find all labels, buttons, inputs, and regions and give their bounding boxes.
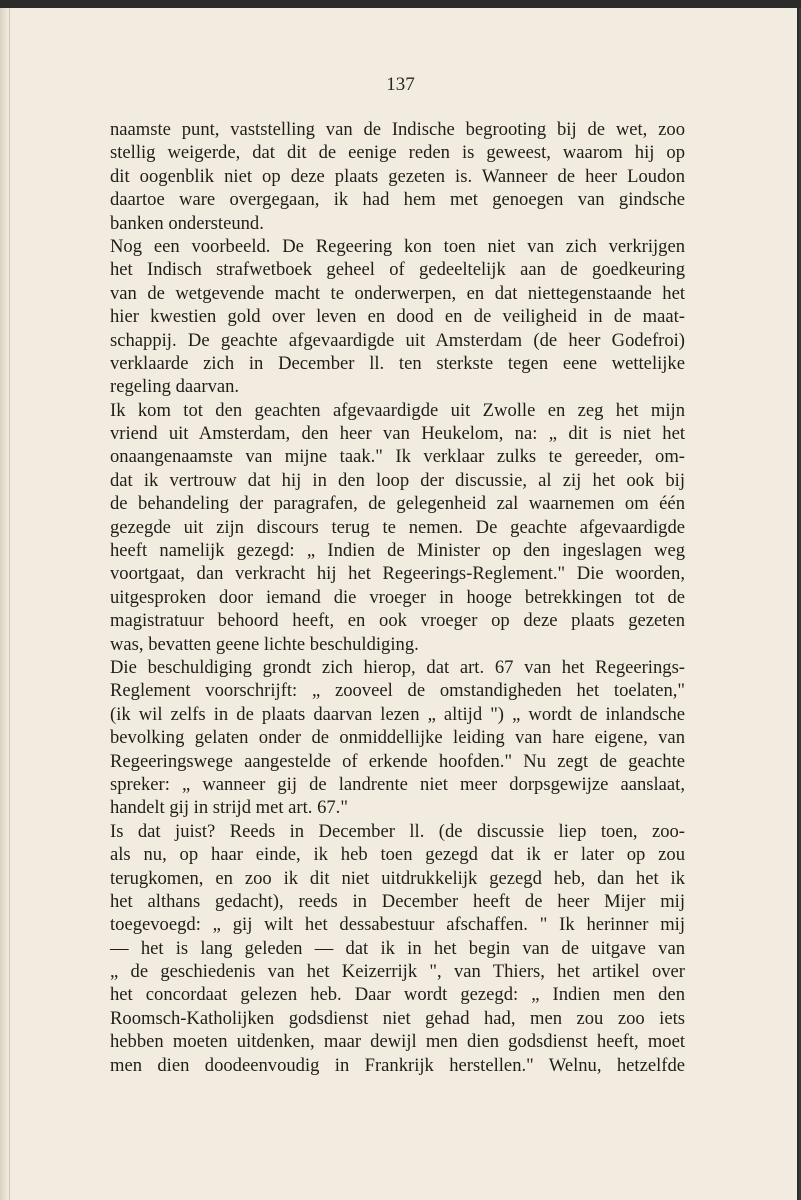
text-line: Regeeringswege aangestelde of erkende hoofden." Nu zegt de geachte — [110, 750, 685, 772]
text-line: toegevoegd: „ gij wilt het dessabestuur afschaffen. " Ik herinner mij — [110, 914, 685, 936]
text-line: — het is lang geleden — dat ik in het begin van de uitgave van — [110, 937, 685, 959]
text-line: Roomsch-Katholijken godsdienst niet gehad had, men zou zoo iets — [110, 1007, 685, 1029]
text-line: van de wetgevende macht te onderwerpen, en dat niettegenstaande het — [110, 282, 685, 304]
text-line: dat ik vertrouw dat hij in den loop der discussie, al zij het ook bij — [110, 469, 685, 491]
text-line: Die beschuldiging grondt zich hierop, dat art. 67 van het Regeerings- — [110, 656, 685, 678]
text-line: spreker: „ wanneer gij de landrente niet meer dorpsgewijze aanslaat, — [110, 773, 685, 795]
text-line: voortgaat, dan verkracht hij het Regeerings-Reglement." Die woorden, — [110, 563, 685, 585]
text-line: regeling daarvan. — [110, 376, 240, 398]
text-line: Ik kom tot den geachten afgevaardigde uit Zwolle en zeg het mijn — [110, 399, 685, 421]
text-line: het concordaat gelezen heb. Daar wordt gezegd: „ Indien men den — [110, 984, 685, 1006]
text-line: heeft namelijk gezegd: „ Indien de Minister op den ingeslagen weg — [110, 540, 685, 562]
text-line: Is dat juist? Reeds in December ll. (de discussie liep toen, zoo- — [110, 820, 685, 842]
text-line: Reglement voorschrijft: „ zooveel de omstandigheden het toelaten," — [110, 680, 685, 702]
text-line: handelt gij in strijd met art. 67." — [110, 797, 348, 819]
scan-right-border — [797, 0, 799, 1200]
text-line: verklaarde zich in December ll. ten sterkste tegen eene wettelijke — [110, 352, 685, 374]
scan-top-border — [0, 0, 801, 8]
text-line: vriend uit Amsterdam, den heer van Heukelom, na: „ dit is niet het — [110, 423, 685, 445]
page-binding-edge — [0, 8, 10, 1200]
text-line: dit oogenblik niet op deze plaats gezeten is. Wanneer de heer Loudon — [110, 165, 685, 187]
body-text — [110, 118, 685, 1077]
text-line: gezegde uit zijn discours terug te nemen. De geachte afgevaardigde — [110, 516, 685, 538]
text-line: als nu, op haar einde, ik heb toen gezegd dat ik er later op zou — [110, 844, 685, 866]
text-line: men dien doodeenvoudig in Frankrijk herstellen." Welnu, hetzelfde — [110, 1054, 685, 1076]
text-line: was, bevatten geene lichte beschuldiging. — [110, 633, 419, 655]
text-line: de behandeling der paragrafen, de gelegenheid zal waarnemen om één — [110, 493, 685, 515]
page-number: 137 — [386, 74, 415, 95]
text-line: banken ondersteund. — [110, 212, 264, 234]
text-line: (ik wil zelfs in de plaats daarvan lezen „ altijd ") „ wordt de inlandsche — [110, 703, 685, 725]
text-line: schappij. De geachte afgevaardigde uit Amsterdam (de heer Godefroi) — [110, 329, 685, 351]
text-line: bevolking gelaten onder de onmiddellijke leiding van hare eigene, van — [110, 727, 685, 749]
text-line: onaangenaamste van mijne taak." Ik verklaar zulks te gereeder, om- — [110, 446, 685, 468]
text-line: Nog een voorbeeld. De Regeering kon toen niet van zich verkrijgen — [110, 235, 685, 257]
text-line: hebben moeten uitdenken, maar dewijl men dien godsdienst heeft, moet — [110, 1031, 685, 1053]
text-line: het Indisch strafwetboek geheel of gedeeltelijk aan de goedkeuring — [110, 259, 685, 281]
text-line: hier kwestien gold over leven en dood en de veiligheid in de maat- — [110, 306, 685, 328]
text-line: uitgesproken door iemand die vroeger in hooge betrekkingen tot de — [110, 586, 685, 608]
text-line: terugkomen, en zoo ik dit niet uitdrukkelijk gezegd heb, dan het ik — [110, 867, 685, 889]
text-line: magistratuur behoord heeft, en ook vroeger op deze plaats gezeten — [110, 610, 685, 632]
text-line: daartoe ware overgegaan, ik had hem met genoegen van gindsche — [110, 189, 685, 211]
text-line: naamste punt, vaststelling van de Indische begrooting bij de wet, zoo — [110, 119, 685, 140]
text-line: stellig weigerde, dat dit de eenige reden is geweest, waarom hij op — [110, 142, 685, 164]
text-line: het althans gedacht), reeds in December heeft de heer Mijer mij — [110, 890, 685, 912]
text-line: „ de geschiedenis van het Keizerrijk ", van Thiers, het artikel over — [110, 961, 685, 983]
